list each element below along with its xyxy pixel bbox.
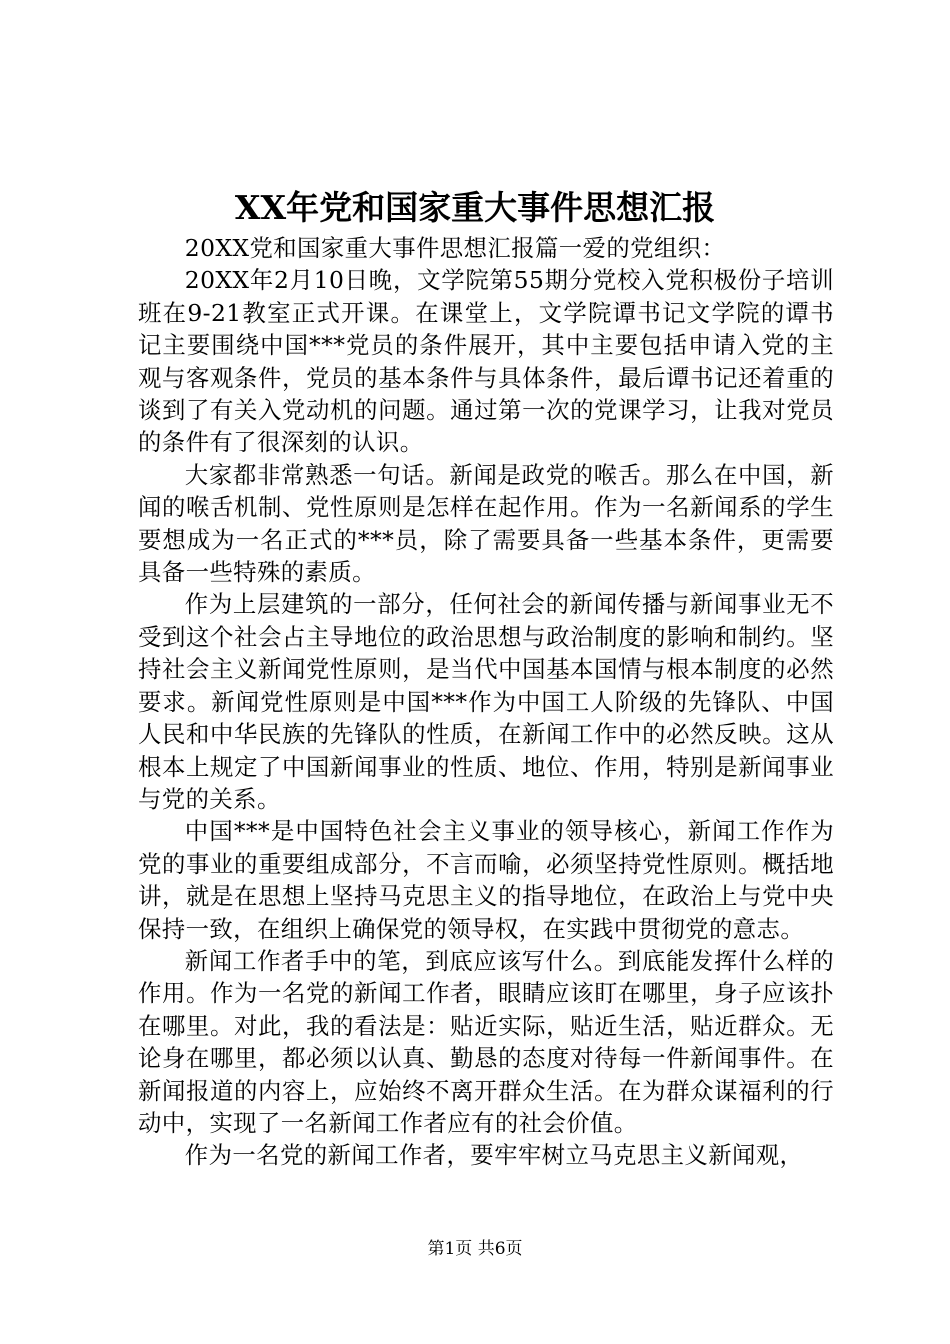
document-title: XX年党和国家重大事件思想汇报 (234, 188, 716, 227)
paragraph-3: 作为上层建筑的一部分，任何社会的新闻传播与新闻事业无不受到这个社会占主导地位的政治思想与政治制度的影响和制约。坚持社会主义新闻党性原则，是当代中国基本国情与根本制度的必然要求。新闻党性原则是中国***作为中国工人阶级的先锋队、中国人民和中华民族的先锋队的性质，在新闻工作中的必然反映。这从根本上规定了中国新闻事业的性质、地位、作用，特别是新闻事业与党的关系。 (138, 590, 834, 813)
paragraph-6: 作为一名党的新闻工作者，要牢牢树立马克思主义新闻观， (184, 1141, 804, 1170)
paragraph-1: 20XX年2月10日晚，文学院第55期分党校入党积极份子培训班在9-21教室正式开课。在课堂上，文学院谭书记文学院的谭书记主要围绕中国***党员的条件展开，其中主要包括申请入党的主观与客观条件，党员的基本条件与具体条件，最后谭书记还着重的谈到了有关入党动机的问题。通过第一次的党课学习，让我对党员的条件有了很深刻的认识。 (138, 266, 834, 457)
document-body (138, 232, 834, 1172)
paragraph-5: 新闻工作者手中的笔，到底应该写什么。到底能发挥什么样的作用。作为一名党的新闻工作者，眼睛应该盯在哪里，身子应该扑在哪里。对此，我的看法是：贴近实际，贴近生活，贴近群众。无论身在哪里，都必须以认真、勤恳的态度对待每一件新闻事件。在新闻报道的内容上，应始终不离开群众生活。在为群众谋福利的行动中，实现了一名新闻工作者应有的社会价值。 (138, 946, 834, 1137)
paragraph-2: 大家都非常熟悉一句话。新闻是政党的喉舌。那么在中国，新闻的喉舌机制、党性原则是怎样在起作用。作为一名新闻系的学生要想成为一名正式的***员，除了需要具备一些基本条件，更需要具备一些特殊的素质。 (138, 460, 834, 587)
paragraph-salutation: 20XX党和国家重大事件思想汇报篇一爱的党组织： (184, 234, 726, 262)
page-footer (0, 1238, 950, 1260)
page-number: 第1页 共6页 (427, 1239, 523, 1259)
paragraph-4: 中国***是中国特色社会主义事业的领导核心，新闻工作作为党的事业的重要组成部分，不言而喻，必须坚持党性原则。概括地讲，就是在思想上坚持马克思主义的指导地位，在政治上与党中央保持一致，在组织上确保党的领导权，在实践中贯彻党的意志。 (138, 817, 834, 943)
